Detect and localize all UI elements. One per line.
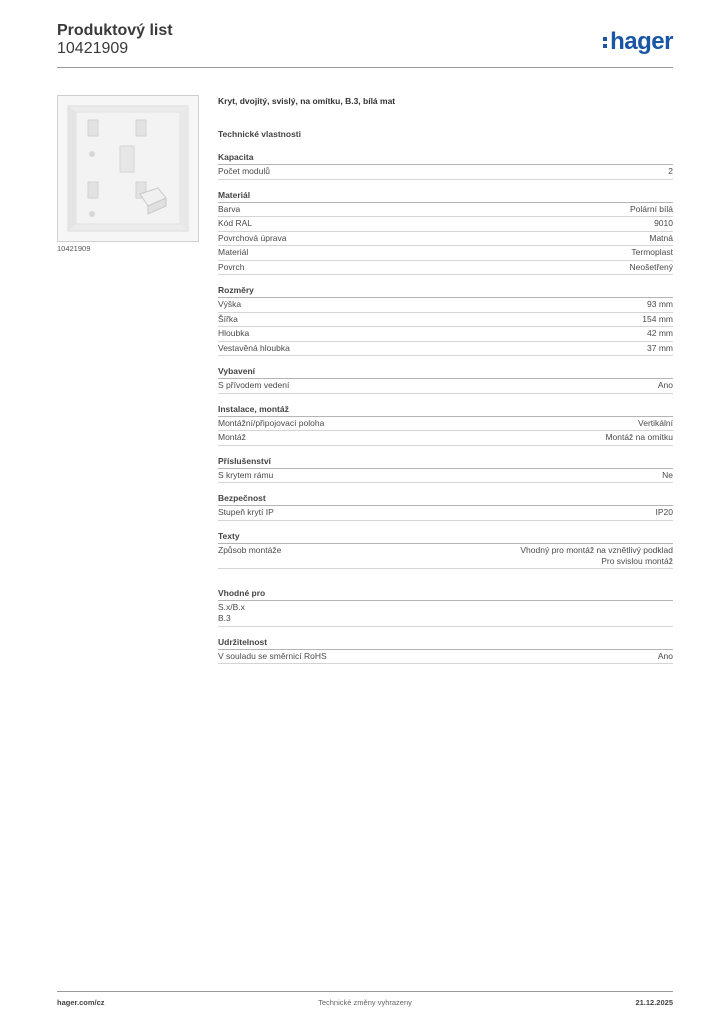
spec-row [218,327,673,342]
tech-properties-heading: Technické vlastnosti [218,129,301,139]
spec-key: Počet modulů [218,166,270,176]
suitable-for-list [218,601,673,627]
spec-row [218,313,673,328]
spec-value: Neošetřený [629,261,673,272]
spec-key: Montážní/připojovací poloha [218,417,325,428]
spec-key: Výška [218,299,242,309]
section-title: Materiál [218,189,673,203]
spec-value: 2 [668,166,673,176]
spec-row [218,217,673,232]
spec-value: Ano [657,380,673,390]
spec-row [218,203,673,218]
footer-disclaimer: Technické změny vyhrazeny [318,998,412,1007]
spec-key: Stupeň krytí IP [218,507,274,517]
spec-key: Způsob montáže [218,544,282,555]
section-material [218,189,673,276]
product-specs [218,96,673,673]
spec-row [218,261,673,276]
spec-row [218,431,673,446]
section-kapacita [218,151,673,180]
spec-key: Vestavěná hloubka [218,342,290,353]
logo-dots-icon [603,34,607,51]
section-vybaveni [218,365,673,394]
spec-key: Povrch [218,261,245,272]
spec-row [218,232,673,247]
spec-key: Materiál [218,247,249,257]
footer-date: 21.12.2025 [635,998,673,1007]
spec-value: 93 mm [647,299,673,309]
enclosure-box-icon [58,96,198,241]
section-prislusenstvi [218,455,673,484]
spec-key: S přívodem vedení [218,380,290,390]
spec-value: Polární bílá [630,203,673,214]
footer-website-link[interactable]: hager.com/cz [57,998,105,1007]
spec-key: S krytem rámu [218,469,274,480]
spec-row [218,506,673,521]
section-title: Vybavení [218,365,673,379]
spec-value: Ano [657,650,673,661]
spec-row [218,650,673,665]
header-divider [57,67,673,68]
spec-row [218,246,673,261]
spec-key: Barva [218,203,241,214]
spec-value: IP20 [655,507,673,517]
spec-value-line: Pro svislou montáž [601,555,673,566]
spec-row [218,165,673,180]
spec-key: Montáž [218,432,246,442]
section-rozmery [218,284,673,356]
spec-key: Šířka [218,313,238,324]
page-header [57,22,673,58]
hager-logo [603,28,673,56]
spec-key: Povrchová úprava [218,232,287,243]
spec-value: Vertikální [638,417,673,428]
spec-row [218,417,673,432]
spec-value: Matná [649,232,673,243]
spec-row [218,469,673,484]
section-title: Rozměry [218,284,673,298]
section-title: Příslušenství [218,455,673,469]
spec-row [218,298,673,313]
spec-row [218,544,673,569]
spec-value: 154 mm [642,313,673,324]
list-item: B.3 [218,612,231,623]
product-name: Kryt, dvojitý, svislý, na omítku, B.3, bílá mat [218,96,396,106]
spec-value [520,544,673,568]
spec-key: V souladu se směrnicí RoHS [218,650,327,661]
section-title: Instalace, montáž [218,403,673,417]
document-number: 10421909 [57,40,129,57]
section-vhodne-pro [218,587,673,627]
spec-value: Termoplast [631,247,673,257]
section-bezpecnost [218,492,673,521]
section-title: Vhodné pro [218,587,673,601]
spec-row [218,379,673,394]
section-title: Kapacita [218,151,673,165]
document-title: Produktový list [57,22,173,39]
spec-value: Ne [662,469,673,480]
section-title: Bezpečnost [218,492,673,506]
spec-row [218,342,673,357]
section-udrzitelnost [218,636,673,665]
section-title: Texty [218,530,673,544]
section-instalace [218,403,673,446]
spec-value: 42 mm [647,328,673,338]
logo-text: hager [610,28,673,55]
list-item: S.x/B.x [218,601,245,612]
spec-value: 37 mm [647,342,673,353]
spec-value-line: Vhodný pro montáž na vznětlivý podklad [520,544,673,555]
section-texty [218,530,673,569]
spec-value: Montáž na omítku [605,432,673,442]
product-image [57,95,199,242]
spec-value: 9010 [654,218,673,228]
section-title: Udržitelnost [218,636,673,650]
image-caption: 10421909 [57,244,91,253]
spec-key: Kód RAL [218,218,253,228]
spec-key: Hloubka [218,328,250,338]
footer-divider [57,991,673,992]
